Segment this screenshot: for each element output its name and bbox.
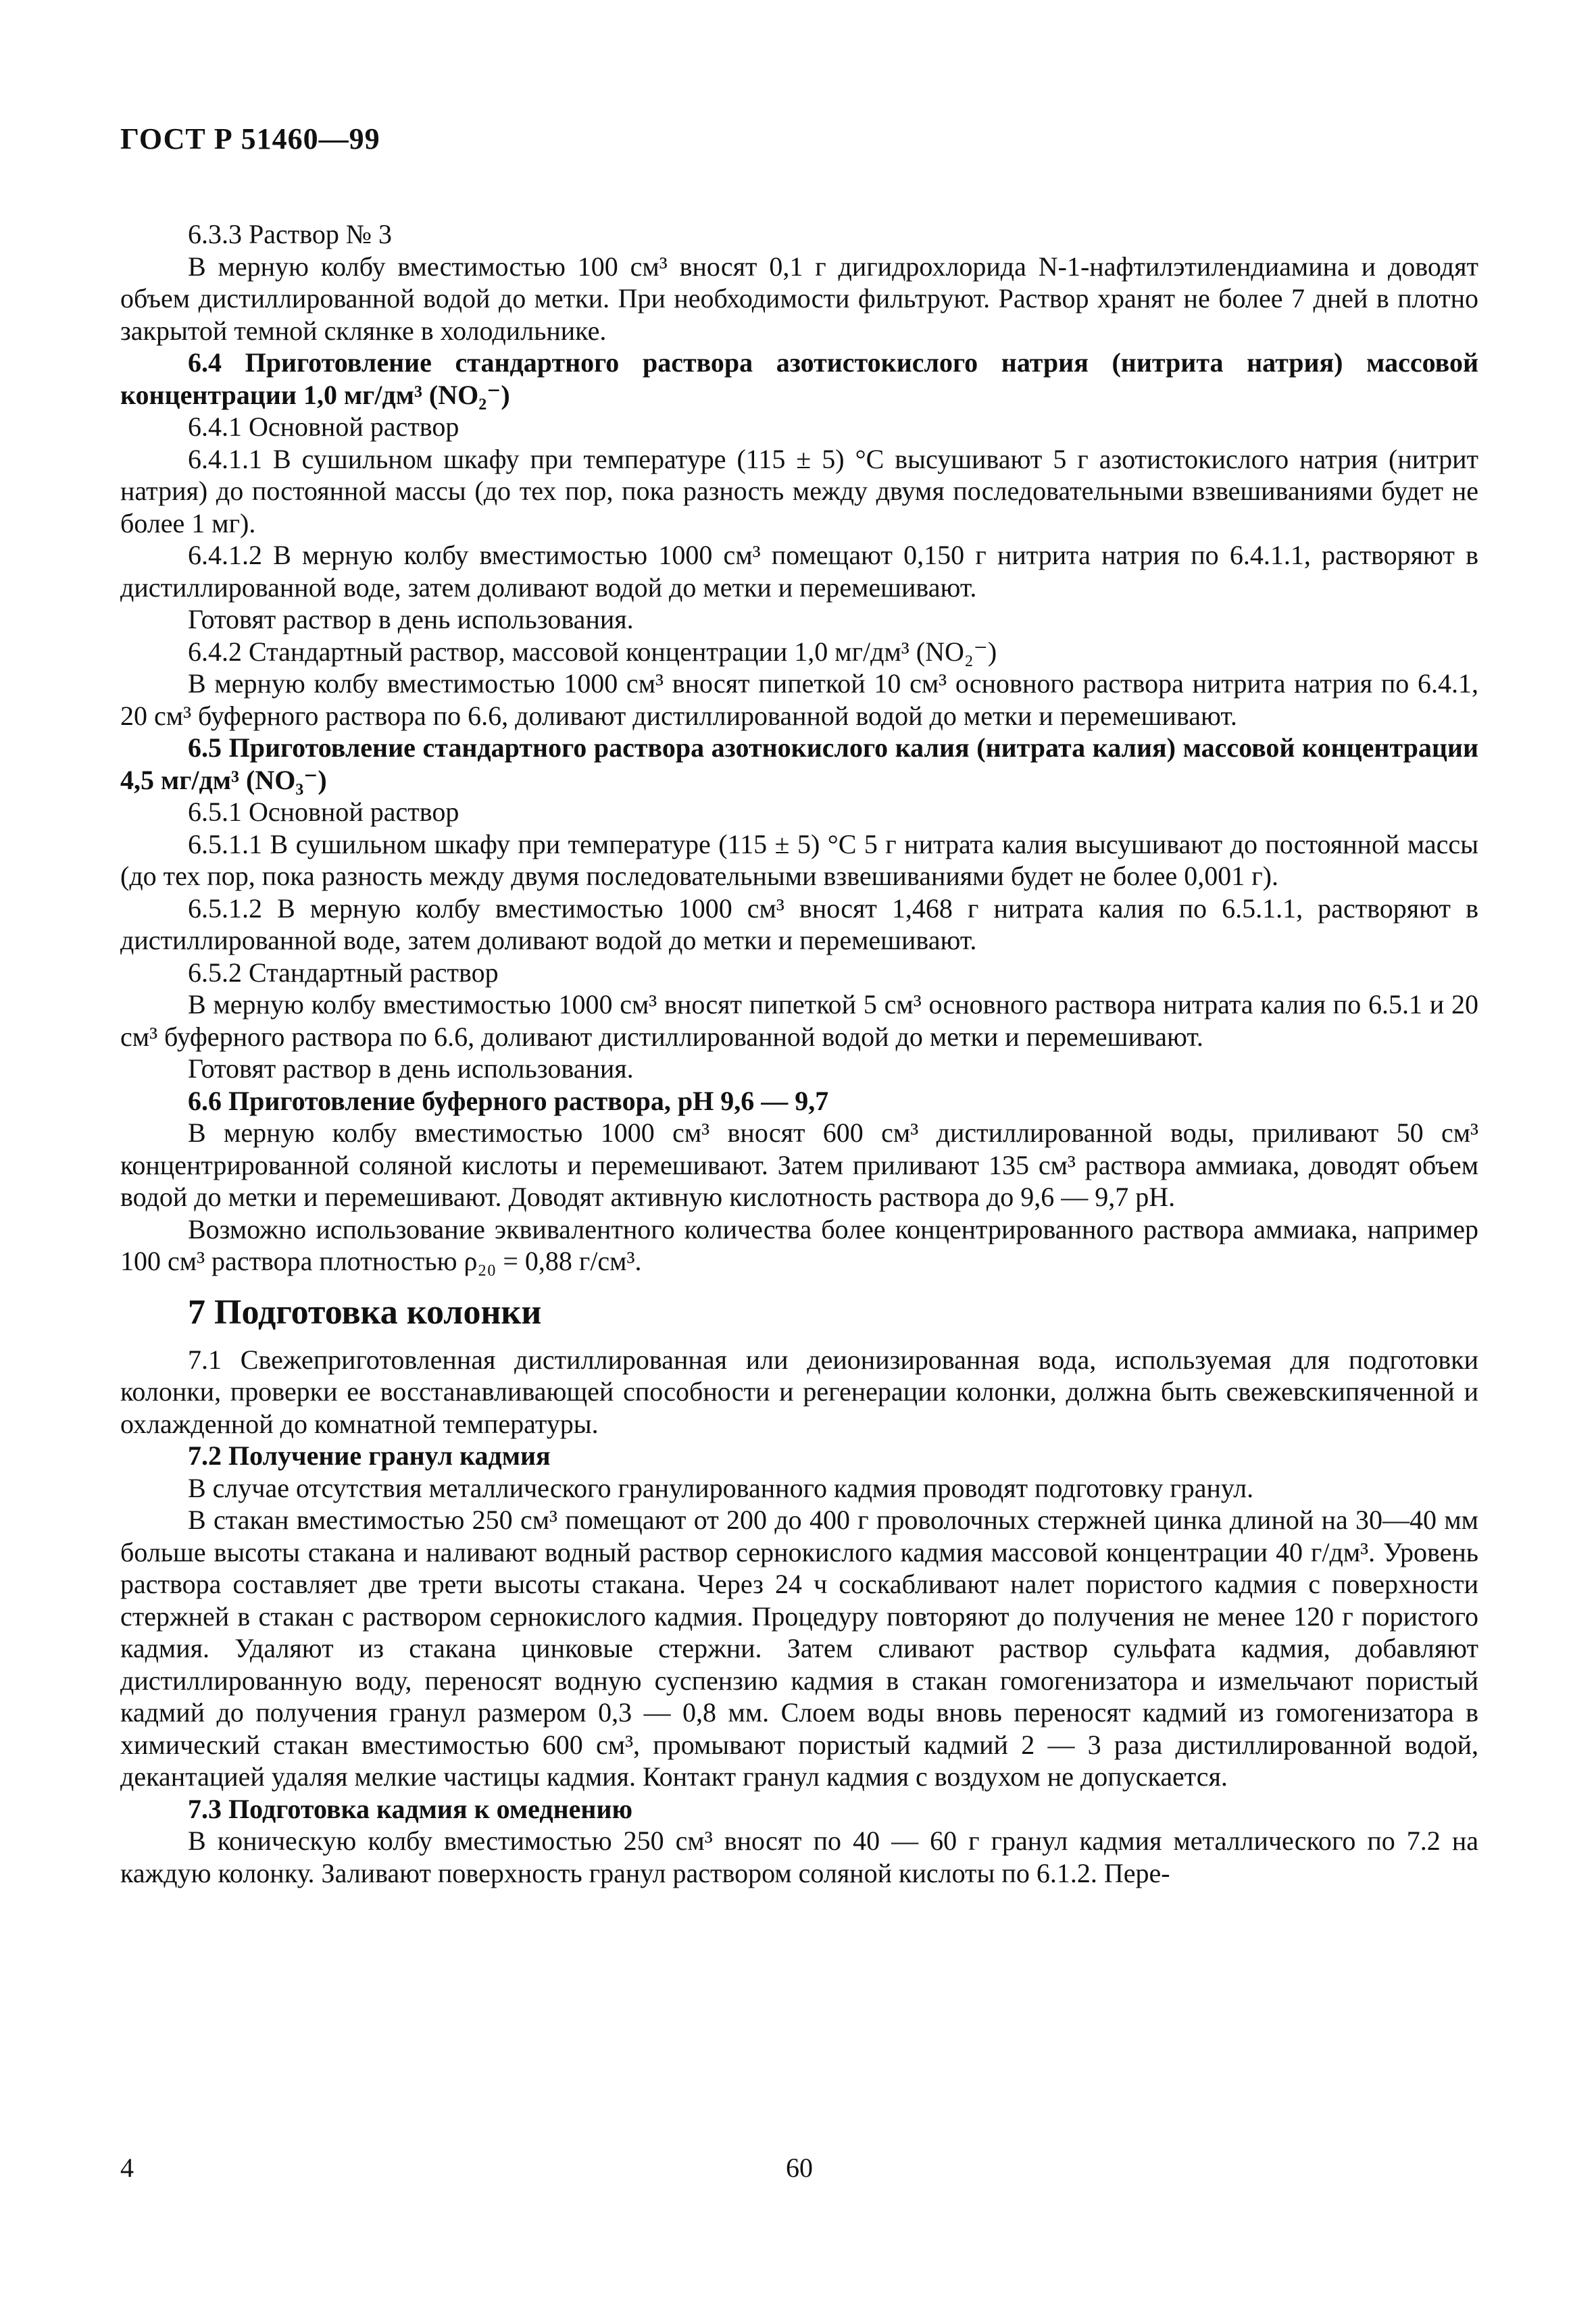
- paragraph: 6.5.2 Стандартный раствор: [188, 957, 499, 988]
- page-number-center: 60: [786, 2153, 813, 2183]
- subsection-heading: 6.4 Приготовление стандартного раствора азотистокислого натрия (нитрита натрия) массовой концентрации 1,0 мг/дм³ (NO₂⁻): [120, 347, 1478, 410]
- paragraph: 6.5.1.1 В сушильном шкафу при температуре (115 ± 5) °С 5 г нитрата калия высушивают до постоянной массы (до тех пор, пока разность между двумя последовательными взвешиваниями будет не более 0,001 г).: [120, 828, 1478, 891]
- paragraph: 6.4.1.2 В мерную колбу вместимостью 1000 см³ помещают 0,150 г нитрита натрия по 6.4.1.1, растворяют в дистиллированной воде, затем доливают водой до метки и перемешивают.: [120, 540, 1478, 603]
- paragraph: 6.3.3 Раствор № 3: [188, 219, 393, 249]
- subsection-heading: 6.5 Приготовление стандартного раствора азотнокислого калия (нитрата калия) массовой концентрации 4,5 мг/дм³ (NO₃⁻): [120, 732, 1478, 795]
- subsection-heading: 7.3 Подготовка кадмия к омеднению: [188, 1793, 633, 1824]
- paragraph: В стакан вместимостью 250 см³ помещают от 200 до 400 г проволочных стержней цинка длиной на 30—40 мм больше высоты стакана и наливают водный раствор сернокислого кадмия массовой концентрации 40 г/дм³. Уровень раствора составляет две трети высоты стакана. Через 24 ч соскабливают налет пористого кадмия с поверхности стержней в стакан с раствором сернокислого кадмия. Процедуру повторяют до получения не менее 120 г пористого кадмия. Удаляют из стакана цинковые стержни. Затем сливают раствор сульфата кадмия, добавляют дистиллированную воду, переносят водную суспензию кадмия в стакан гомогенизатора и измельчают пористый кадмий до получения гранул размером 0,3 — 0,8 мм. Слоем воды вновь переносят кадмий из гомогенизатора в химический стакан вместимостью 600 см³, промывают пористый кадмий 2 — 3 раза дистиллированной водой, декантацией удаляя мелкие частицы кадмия. Контакт гранул кадмия с воздухом не допускается.: [120, 1505, 1478, 1792]
- page-number-left: 4: [120, 2153, 134, 2183]
- subsection-heading: 6.6 Приготовление буферного раствора, рН 9,6 — 9,7: [188, 1085, 829, 1116]
- paragraph: 6.5.1.2 В мерную колбу вместимостью 1000 см³ вносят 1,468 г нитрата калия по 6.5.1.1, растворяют в дистиллированной воде, затем доливают водой до метки и перемешивают.: [120, 892, 1478, 955]
- document-page: [120, 122, 1478, 1889]
- paragraph: 6.5.1 Основной раствор: [188, 797, 459, 827]
- paragraph: В мерную колбу вместимостью 1000 см³ вносят пипеткой 10 см³ основного раствора нитрита натрия по 6.4.1, 20 см³ буферного раствора по 6.6, доливают дистиллированной водой до метки и перемешивают.: [120, 668, 1478, 731]
- document-body: [120, 218, 1478, 1889]
- paragraph: 6.4.1 Основной раствор: [188, 411, 459, 442]
- paragraph: В случае отсутствия металлического гранулированного кадмия проводят подготовку гранул.: [188, 1472, 1254, 1503]
- paragraph: 7.1 Свежеприготовленная дистиллированная или деионизированная вода, используемая для подготовки колонки, проверки ее восстанавливающей способности и регенерации колонки, должна быть свежевскипяченной и охлажденной до комнатной температуры.: [120, 1344, 1478, 1439]
- paragraph: В мерную колбу вместимостью 1000 см³ вносят 600 см³ дистиллированной воды, приливают 50 см³ концентрированной соляной кислоты и перемешивают. Затем приливают 135 см³ раствора аммиака, доводят объем водой до метки и перемешивают. Доводят активную кислотность раствора до 9,6 — 9,7 рН.: [120, 1117, 1478, 1212]
- section-heading: 7 Подготовка колонки: [188, 1292, 542, 1332]
- paragraph: Возможно использование эквивалентного количества более концентрированного раствора аммиака, например 100 см³ раствора плотностью ρ₂₀ = 0,88 г/см³.: [120, 1213, 1478, 1276]
- paragraph: Готовят раствор в день использования.: [188, 604, 634, 634]
- document-header: ГОСТ Р 51460—99: [120, 122, 380, 155]
- paragraph: В мерную колбу вместимостью 100 см³ вносят 0,1 г дигидрохлорида N-1-нафтилэтилендиамина и доводят объем дистиллированной водой до метки. При необходимости фильтруют. Раствор хранят не более 7 дней в плотно закрытой темной склянке в холодильнике.: [120, 251, 1478, 346]
- paragraph: 6.4.2 Стандартный раствор, массовой концентрации 1,0 мг/дм³ (NO₂⁻): [188, 636, 997, 667]
- paragraph: В мерную колбу вместимостью 1000 см³ вносят пипеткой 5 см³ основного раствора нитрата калия по 6.5.1 и 20 см³ буферного раствора по 6.6, доливают дистиллированной водой до метки и перемешивают.: [120, 989, 1478, 1052]
- paragraph: Готовят раствор в день использования.: [188, 1053, 634, 1084]
- paragraph: 6.4.1.1 В сушильном шкафу при температуре (115 ± 5) °С высушивают 5 г азотистокислого натрия (нитрит натрия) до постоянной массы (до тех пор, пока разность между двумя последовательными взвешиваниями будет не более 1 мг).: [120, 443, 1478, 538]
- subsection-heading: 7.2 Получение гранул кадмия: [188, 1440, 551, 1471]
- paragraph: В коническую колбу вместимостью 250 см³ вносят по 40 — 60 г гранул кадмия металлического по 7.2 на каждую колонку. Заливают поверхность гранул раствором соляной кислоты по 6.1.2. Пере-: [120, 1826, 1478, 1888]
